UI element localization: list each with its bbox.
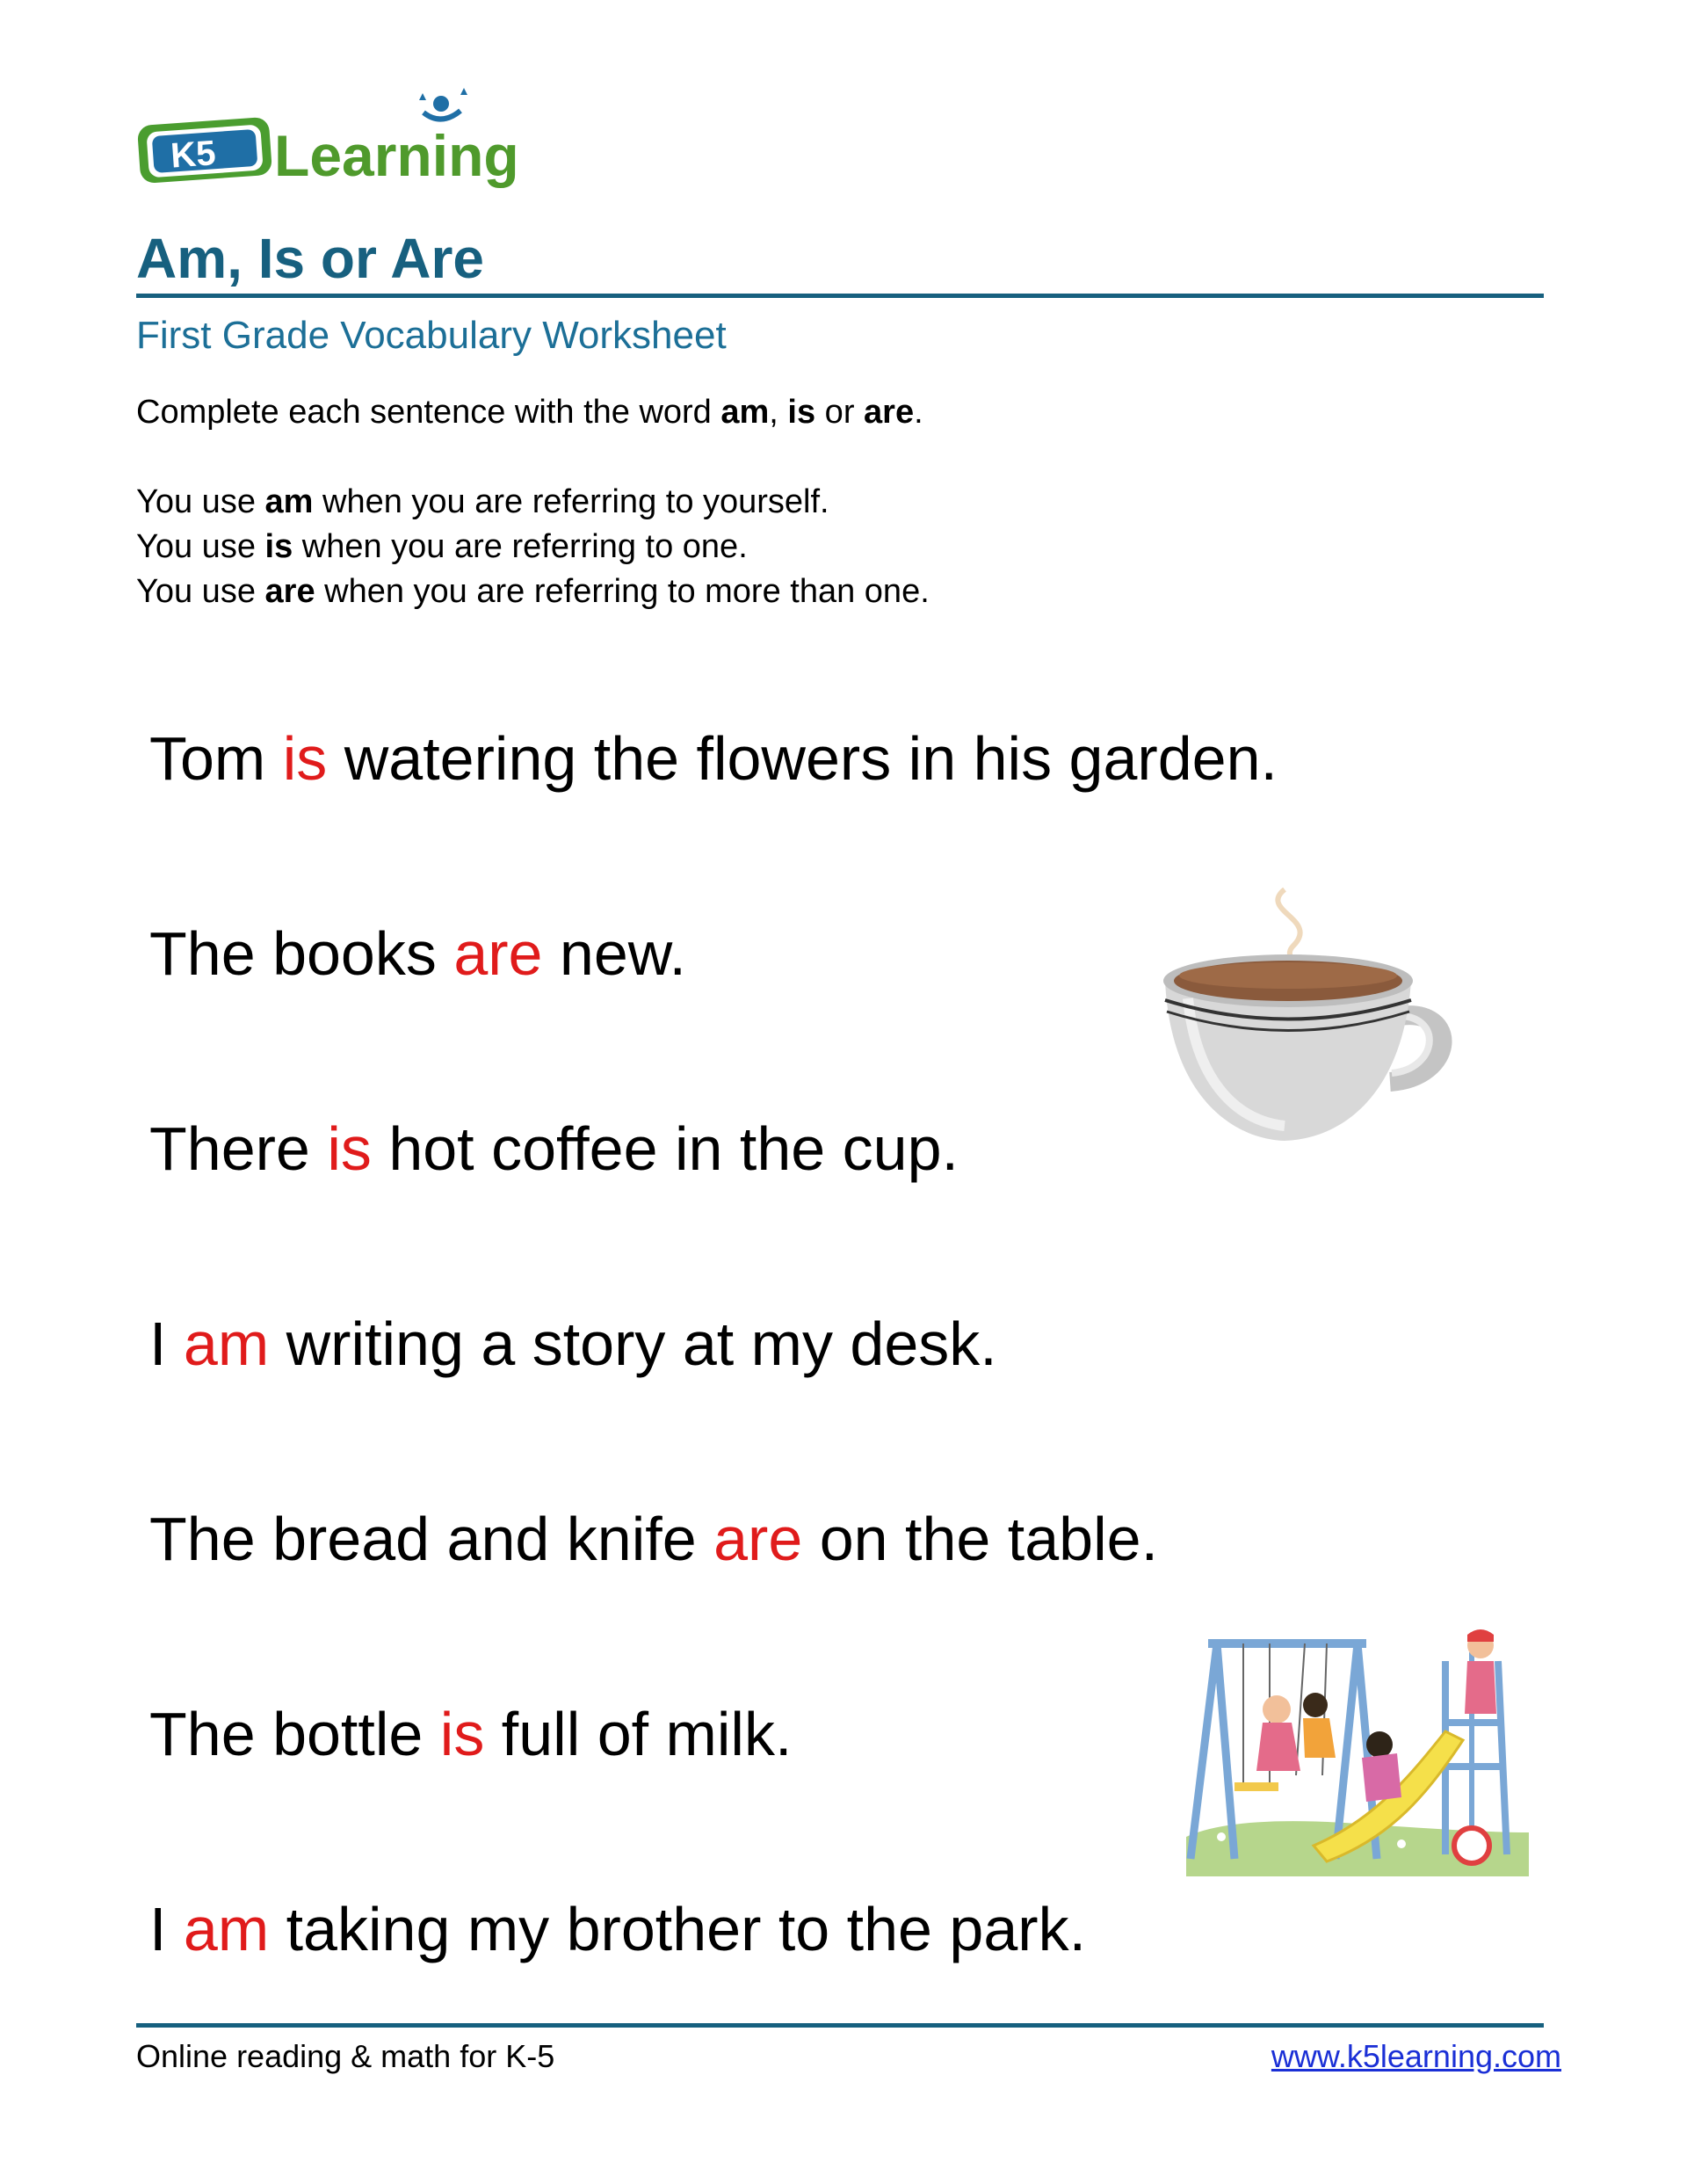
logo-wordmark: Learning bbox=[274, 123, 519, 188]
answer-word: are bbox=[453, 919, 543, 988]
instructions bbox=[136, 392, 923, 432]
rule-word: am bbox=[264, 483, 314, 520]
answer-word: is bbox=[439, 1700, 485, 1768]
footer-website-link[interactable]: www.k5learning.com bbox=[1271, 2038, 1561, 2074]
instruction-separator: or bbox=[815, 394, 865, 431]
sentence-text: hot coffee in the cup. bbox=[371, 1114, 959, 1183]
answer-word: is bbox=[282, 724, 328, 793]
rule-text: when you are referring to more than one. bbox=[315, 573, 930, 610]
sentence-text: full of milk. bbox=[484, 1700, 793, 1768]
instruction-separator: , bbox=[769, 394, 788, 431]
sentence-text: The bread and knife bbox=[149, 1505, 714, 1573]
instruction-word-is: is bbox=[787, 394, 816, 431]
rule-text: when you are referring to one. bbox=[293, 528, 748, 565]
usage-rule bbox=[136, 525, 930, 570]
playground-illustration-icon bbox=[1182, 1626, 1533, 1881]
sentence-text: I bbox=[149, 1310, 184, 1378]
usage-rules bbox=[136, 480, 930, 614]
instruction-word-are: are bbox=[864, 394, 915, 431]
page-subtitle: First Grade Vocabulary Worksheet bbox=[136, 314, 727, 357]
rule-text: You use bbox=[136, 573, 265, 610]
logo-figure-icon bbox=[419, 88, 467, 120]
sentence-text: new. bbox=[542, 919, 686, 988]
sentence-text: writing a story at my desk. bbox=[269, 1310, 997, 1378]
coffee-cup-icon bbox=[1153, 884, 1462, 1148]
svg-text:K5: K5 bbox=[169, 134, 217, 176]
footer-divider bbox=[136, 2023, 1544, 2028]
footer-tagline: Online reading & math for K-5 bbox=[136, 2038, 555, 2074]
k5-badge bbox=[137, 117, 272, 184]
instruction-word-am: am bbox=[720, 394, 770, 431]
page-title: Am, Is or Are bbox=[136, 227, 484, 290]
rule-word: are bbox=[264, 573, 315, 610]
sentence-text: Tom bbox=[149, 724, 283, 793]
instruction-period: . bbox=[914, 394, 923, 431]
sentence-text: I bbox=[149, 1895, 184, 1963]
usage-rule bbox=[136, 480, 930, 525]
sentence-text: taking my brother to the park. bbox=[269, 1895, 1087, 1963]
header-divider bbox=[136, 294, 1544, 298]
k5-learning-logo bbox=[134, 84, 538, 195]
rule-word: is bbox=[264, 528, 293, 565]
rule-text: You use bbox=[136, 528, 265, 565]
answer-word: am bbox=[183, 1895, 270, 1963]
sentence-text: watering the flowers in his garden. bbox=[327, 724, 1278, 793]
rule-text: when you are referring to yourself. bbox=[313, 483, 829, 520]
answer-word: am bbox=[183, 1310, 270, 1378]
usage-rule bbox=[136, 570, 930, 614]
answer-word: is bbox=[327, 1114, 372, 1183]
sentence-text: There bbox=[149, 1114, 328, 1183]
sentence-text: The books bbox=[149, 919, 454, 988]
rule-text: You use bbox=[136, 483, 265, 520]
answer-word: are bbox=[713, 1505, 803, 1573]
sentence bbox=[149, 1304, 1467, 1499]
sentence-text: The bottle bbox=[149, 1700, 440, 1768]
sentence-text: on the table. bbox=[802, 1505, 1159, 1573]
instruction-text: Complete each sentence with the word bbox=[136, 394, 721, 431]
